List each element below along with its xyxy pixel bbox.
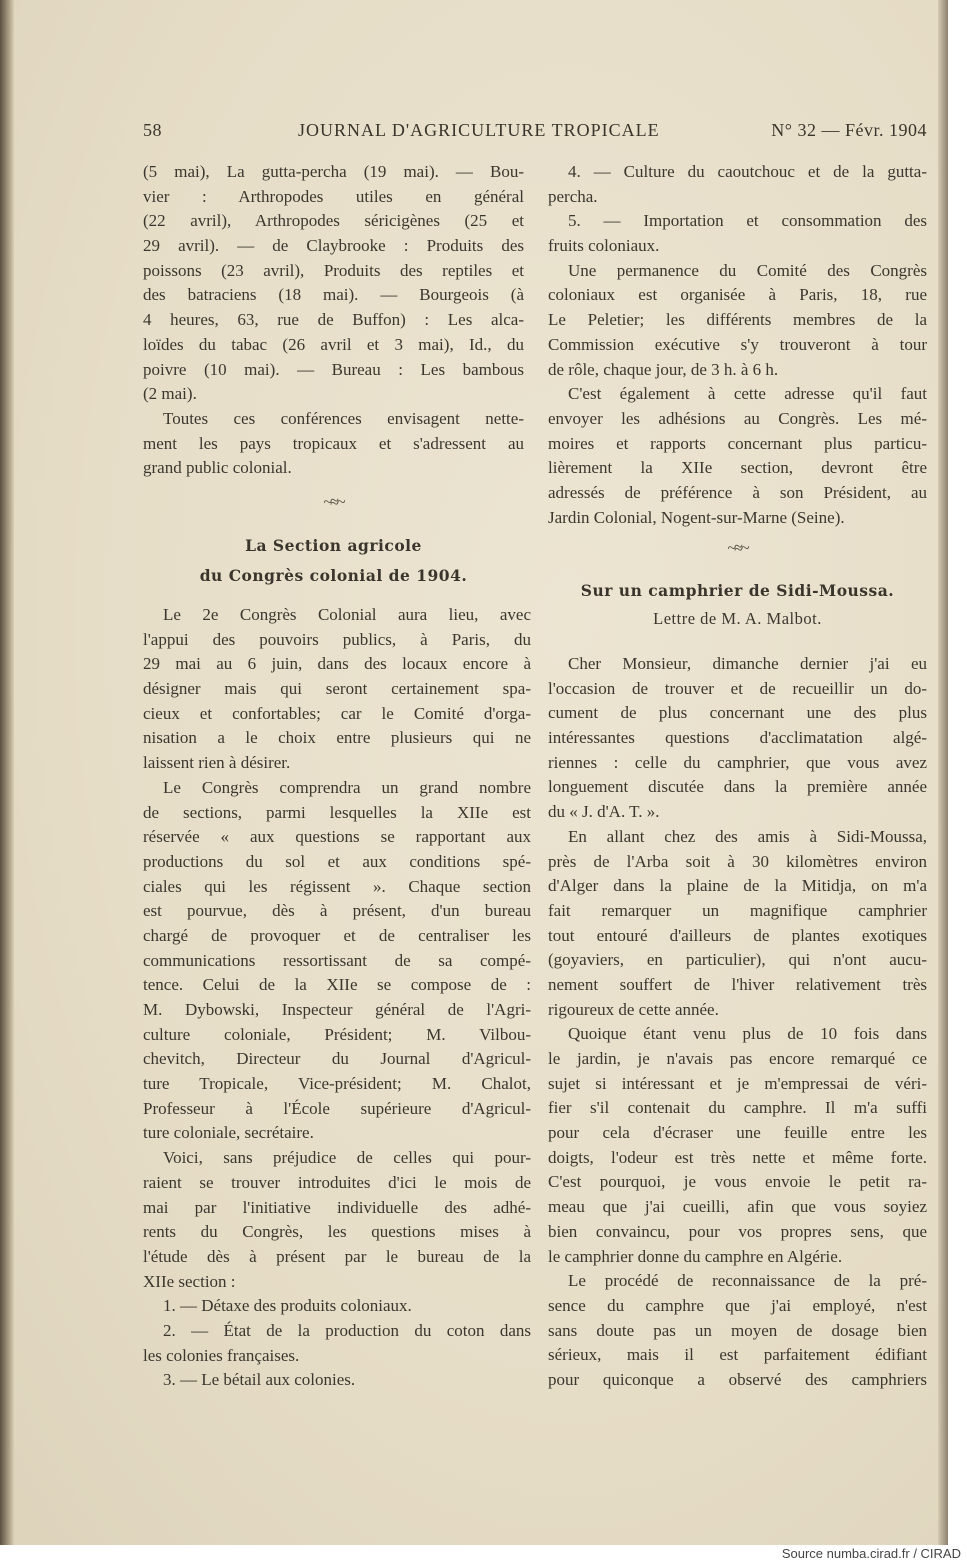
text-line: 4. — Culture du caoutchouc et de la gutta- (568, 162, 927, 181)
text-line: ture Tropicale, Vice-président; M. Chalot, (143, 1074, 531, 1094)
text-line: Le Peletier; les différents membres de la (548, 310, 927, 330)
text-line: coloniaux est organisée à Paris, 18, rue (548, 285, 927, 305)
text-line: laissent rien à désirer. (143, 753, 291, 773)
paragraph (548, 825, 927, 1023)
article-title: Sur un camphrier de Sidi-Moussa. (580, 581, 895, 600)
text-line: M. Dybowski, Inspecteur général de l'Agri- (143, 1000, 531, 1019)
paragraph (548, 1269, 927, 1392)
text-line: tout entouré d'ailleurs de plantes exotiques (548, 925, 927, 945)
text-line: l'appui des pouvoirs publics, à Paris, du (143, 629, 531, 649)
journal-title: JOURNAL D'AGRICULTURE TROPICALE (298, 120, 660, 140)
text-line: intéressantes questions d'acclimatation algé- (548, 728, 927, 748)
text-line: Jardin Colonial, Nogent-sur-Marne (Seine). (548, 507, 845, 527)
text-line: mai par l'initiative individuelle des adhé- (143, 1197, 531, 1217)
running-header (143, 120, 927, 144)
text-line: productions du sol et aux conditions spé- (143, 851, 531, 871)
text-line: fait remarquer un magnifique camphrier (548, 900, 927, 920)
text-line: les colonies françaises. (143, 1345, 300, 1365)
text-line: chevitch, Directeur du Journal d'Agricul- (143, 1049, 531, 1069)
text-line: pour quiconque a observé des camphriers (548, 1369, 927, 1389)
text-line: 2. — État de la production du coton dans (163, 1320, 531, 1340)
text-line: Cher Monsieur, dimanche dernier j'ai eu (568, 654, 927, 673)
text-line: le camphrier donne du camphre en Algérie. (548, 1246, 843, 1266)
text-line: Toutes ces conférences envisagent nette- (163, 408, 524, 428)
text-line: sujet si intéressant et je m'empressai de véri- (548, 1073, 927, 1093)
page-edge (938, 0, 948, 1545)
text-line: Le 2e Congrès Colonial aura lieu, avec (163, 605, 531, 624)
text-line: (2 mai). (143, 384, 197, 404)
text-line: sérieux, mais il est parfaitement édifiant (548, 1345, 927, 1365)
text-line: loïdes du tabac (26 avril et 3 mai), Id., du (143, 334, 524, 354)
text-line: Voici, sans préjudice de celles qui pour- (163, 1148, 531, 1168)
binding-edge (0, 0, 14, 1545)
section-subtitle: du Congrès colonial de 1904. (199, 566, 468, 585)
paragraph (548, 259, 927, 382)
text-line: fruits coloniaux. (548, 236, 660, 256)
text-line: raient se trouver introduites d'ici le mois de (143, 1172, 531, 1192)
text-line: fier s'il contenait du camphre. Il m'a suffi (548, 1098, 927, 1118)
text-line: Une permanence du Comité des Congrès (568, 260, 927, 280)
paragraph (143, 603, 531, 776)
paragraph (143, 776, 531, 1146)
text-line: du « J. d'A. T. ». (548, 802, 660, 822)
ornament-divider: ~≈~ (727, 540, 748, 557)
paragraph (143, 1294, 531, 1319)
text-line: envoyer les adhésions au Congrès. Les mé- (548, 408, 927, 428)
text-line: (goyaviers, en particulier), qui n'ont aucu- (548, 950, 927, 970)
text-line: nisation a le choix entre plusieurs qui ne (143, 728, 531, 748)
ornament-divider: ~≈~ (323, 494, 344, 511)
paragraph (143, 1368, 531, 1393)
text-line: cieux et confortables; car le Comité d'orga- (143, 703, 531, 723)
text-line: En allant chez des amis à Sidi-Moussa, (568, 826, 927, 846)
text-line: Le Congrès comprendra un grand nombre (163, 777, 531, 797)
paragraph (143, 160, 524, 407)
left-column-continuation (143, 160, 524, 481)
paragraph (548, 1022, 927, 1269)
text-line: pour cela d'écraser une feuille entre les (548, 1123, 927, 1143)
text-line: moires et rapports concernant plus particu- (548, 433, 927, 453)
text-line: XIIe section : (143, 1271, 236, 1291)
text-line: bien convaincu, pour vos propres sens, que (548, 1221, 927, 1241)
text-line: rents du Congrès, les questions mises à (143, 1222, 531, 1242)
article-subtitle: Lettre de M. A. Malbot. (653, 609, 822, 628)
text-line: tence. Celui de la XIIe se compose de : (143, 975, 531, 995)
left-column-article (143, 603, 531, 1393)
text-line: poissons (23 avril), Produits des reptiles et (143, 260, 524, 280)
text-line: de rôle, chaque jour, de 3 h. à 6 h. (548, 359, 779, 379)
paragraph (143, 407, 524, 481)
text-line: l'occasion de trouver et de recueillir un do- (548, 678, 927, 698)
text-line: (22 avril), Arthropodes séricigènes (25 et (143, 211, 524, 231)
text-line: réservée « aux questions se rapportant aux (143, 827, 531, 847)
right-column-article (548, 652, 927, 1393)
text-line: rigoureux de cette année. (548, 999, 719, 1019)
text-line: Commission exécutive s'y trouveront à tour (548, 334, 927, 354)
text-line: (5 mai), La gutta-percha (19 mai). — Bou- (143, 162, 524, 181)
paragraph (548, 652, 927, 825)
text-line: près de l'Arba soit à 30 kilomètres environ (548, 851, 927, 871)
paragraph (548, 160, 927, 209)
text-line: 1. — Détaxe des produits coloniaux. (163, 1296, 412, 1316)
paragraph (548, 209, 927, 258)
text-line: de sections, parmi lesquelles la XIIe est (143, 802, 531, 822)
text-line: 5. — Importation et consommation des (568, 211, 927, 231)
text-line: poivre (10 mai). — Bureau : Les bambous (143, 359, 524, 379)
issue-info: N° 32 — Févr. 1904 (771, 120, 927, 140)
text-line: percha. (548, 186, 598, 206)
text-line: meau que j'ai cueilli, afin que vous soyiez (548, 1197, 927, 1217)
text-line: cument de plus concernant une des plus (548, 703, 927, 723)
text-line: adressés de préférence à son Président, au (548, 482, 927, 502)
text-line: ture coloniale, secrétaire. (143, 1123, 314, 1143)
section-title: La Section agricole (245, 536, 422, 555)
text-line: nement souffert de l'hiver relativement très (548, 974, 927, 994)
paragraph (548, 382, 927, 530)
text-line: 3. — Le bétail aux colonies. (163, 1370, 356, 1390)
right-column-continuation (548, 160, 927, 530)
text-line: culture coloniale, Président; M. Vilbou- (143, 1024, 531, 1044)
paragraph (143, 1146, 531, 1294)
text-line: l'étude dès à présent par le bureau de la (143, 1246, 531, 1266)
text-line: est pourvue, dès à présent, d'un bureau (143, 901, 531, 921)
text-line: ment les pays tropicaux et s'adressent au (143, 433, 524, 453)
text-line: doigts, l'odeur est très nette et même forte. (548, 1147, 927, 1167)
text-line: vier : Arthropodes utiles en général (143, 186, 524, 206)
text-line: communications ressortissant de sa compé- (143, 950, 531, 970)
text-line: 4 heures, 63, rue de Buffon) : Les alca- (143, 310, 524, 330)
text-line: lièrement la XIIe section, devront être (548, 458, 927, 478)
text-line: Le procédé de reconnaissance de la pré- (568, 1271, 927, 1291)
text-line: 29 avril). — de Claybrooke : Produits des (143, 236, 524, 256)
text-line: le jardin, je n'avais pas encore remarqué ce (548, 1049, 927, 1068)
text-line: Professeur à l'École supérieure d'Agricul- (143, 1098, 531, 1118)
text-line: 29 mai au 6 juin, dans des locaux encore à (143, 654, 531, 674)
text-line: C'est pourquoi, je vous envoie le petit ra- (548, 1172, 927, 1192)
text-line: chargé de provoquer et de centraliser les (143, 925, 531, 945)
text-line: désigner mais qui seront certainement spa- (143, 679, 531, 699)
text-line: sence du camphre que j'ai employé, n'est (548, 1295, 927, 1315)
paragraph (143, 1319, 531, 1368)
text-line: Quoique étant venu plus de 10 fois dans (568, 1024, 927, 1044)
text-line: d'Alger dans la plaine de la Mitidja, on m'a (548, 876, 927, 896)
text-line: riennes : celle du camphrier, que vous avez (548, 752, 927, 772)
source-credit: Source numba.cirad.fr / CIRAD (781, 1546, 961, 1561)
text-line: ciales qui les régissent ». Chaque section (143, 876, 531, 896)
text-line: des batraciens (18 mai). — Bourgeois (à (143, 285, 524, 305)
text-line: longuement discutée dans la première année (548, 777, 927, 797)
text-line: sans doute pas un moyen de dosage bien (548, 1320, 927, 1340)
text-line: grand public colonial. (143, 458, 292, 478)
page-number: 58 (143, 120, 162, 140)
text-line: C'est également à cette adresse qu'il faut (568, 384, 927, 404)
